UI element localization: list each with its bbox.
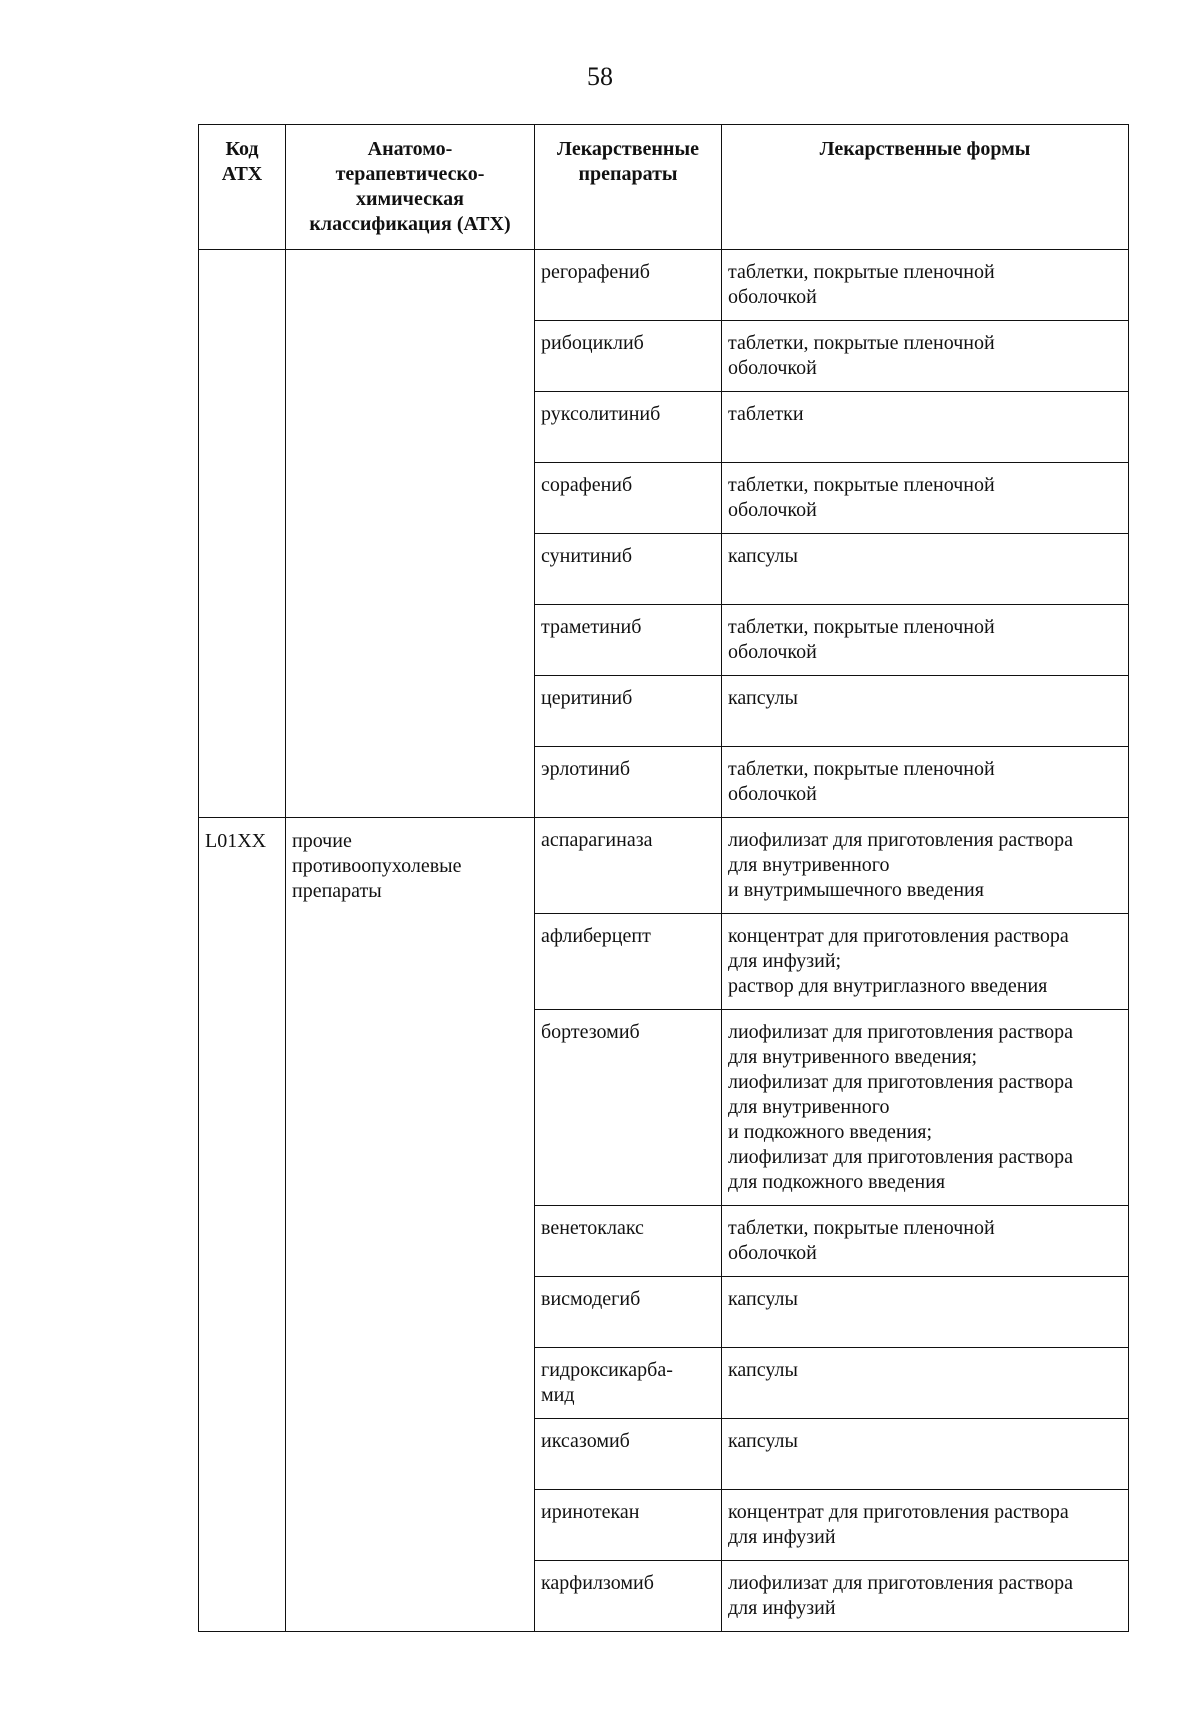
drug-name: эрлотиниб bbox=[541, 758, 631, 780]
dosage-form-line: для внутривенного bbox=[728, 854, 890, 876]
dosage-forms-cell bbox=[722, 463, 1129, 534]
dosage-forms-cell bbox=[722, 1206, 1129, 1277]
header-line: классификация (АТХ) bbox=[309, 213, 511, 235]
drug-name: иксазомиб bbox=[541, 1430, 630, 1452]
dosage-forms-cell bbox=[722, 321, 1129, 392]
page-number: 58 bbox=[587, 62, 613, 91]
drug-name-cell bbox=[535, 321, 722, 392]
dosage-form-line: лиофилизат для приготовления раствора bbox=[728, 1146, 1074, 1168]
dosage-forms-cell bbox=[722, 818, 1129, 914]
drug-name-cell bbox=[535, 914, 722, 1010]
drug-name-cell bbox=[535, 1206, 722, 1277]
header-line: терапевтическо- bbox=[335, 163, 485, 185]
header-line: химическая bbox=[356, 188, 464, 210]
table-body bbox=[199, 250, 1129, 1632]
drug-name: аспарагиназа bbox=[541, 829, 653, 851]
header-line: Анатомо- bbox=[367, 138, 453, 160]
dosage-form-line: лиофилизат для приготовления раствора bbox=[728, 1572, 1074, 1594]
dosage-forms-cell bbox=[722, 747, 1129, 818]
dosage-form-line: капсулы bbox=[728, 1288, 798, 1310]
header-drugs bbox=[535, 125, 722, 250]
dosage-forms-cell bbox=[722, 250, 1129, 321]
dosage-forms-cell bbox=[722, 1419, 1129, 1490]
dosage-form-line: лиофилизат для приготовления раствора bbox=[728, 829, 1074, 851]
drug-name-cell bbox=[535, 534, 722, 605]
dosage-form-line: таблетки bbox=[728, 403, 804, 425]
dosage-form-line: капсулы bbox=[728, 1430, 798, 1452]
drug-name-cell bbox=[535, 605, 722, 676]
dosage-form-line: оболочкой bbox=[728, 641, 817, 663]
header-line: Код bbox=[225, 138, 259, 160]
dosage-forms-cell bbox=[722, 914, 1129, 1010]
drug-name-cell bbox=[535, 818, 722, 914]
dosage-forms-cell bbox=[722, 1490, 1129, 1561]
dosage-forms-cell bbox=[722, 534, 1129, 605]
classification-line: противоопухолевые bbox=[292, 855, 462, 877]
classification-line: прочие bbox=[292, 830, 352, 852]
table-row bbox=[199, 818, 1129, 914]
dosage-form-line: для инфузий; bbox=[728, 950, 842, 972]
dosage-form-line: таблетки, покрытые пленочной bbox=[728, 616, 995, 638]
drug-name-cell bbox=[535, 1561, 722, 1632]
header-line: препараты bbox=[578, 163, 678, 185]
drug-name: иринотекан bbox=[541, 1501, 640, 1523]
dosage-form-line: капсулы bbox=[728, 1359, 798, 1381]
drug-name-cell bbox=[535, 1419, 722, 1490]
dosage-form-line: и внутримышечного введения bbox=[728, 879, 984, 901]
drug-name-cell bbox=[535, 1348, 722, 1419]
dosage-forms-cell bbox=[722, 1348, 1129, 1419]
drug-name-cell bbox=[535, 463, 722, 534]
drug-name: сунитиниб bbox=[541, 545, 633, 567]
drug-name-cell bbox=[535, 1277, 722, 1348]
drug-name: траметиниб bbox=[541, 616, 642, 638]
dosage-form-line: лиофилизат для приготовления раствора bbox=[728, 1021, 1074, 1043]
drug-name: карфилзомиб bbox=[541, 1572, 654, 1594]
dosage-forms-cell bbox=[722, 605, 1129, 676]
drug-name: рибоциклиб bbox=[541, 332, 644, 354]
dosage-form-line: концентрат для приготовления раствора bbox=[728, 1501, 1069, 1523]
drug-name: бортезомиб bbox=[541, 1021, 640, 1043]
dosage-forms-cell bbox=[722, 1277, 1129, 1348]
drug-name: сорафениб bbox=[541, 474, 633, 496]
dosage-form-line: оболочкой bbox=[728, 783, 817, 805]
drug-name: мид bbox=[541, 1384, 575, 1406]
dosage-form-line: раствор для внутриглазного введения bbox=[728, 975, 1048, 997]
dosage-forms-cell bbox=[722, 1010, 1129, 1206]
dosage-form-line: таблетки, покрытые пленочной bbox=[728, 758, 995, 780]
dosage-form-line: оболочкой bbox=[728, 357, 817, 379]
header-row bbox=[199, 125, 1129, 250]
drug-name-cell bbox=[535, 392, 722, 463]
dosage-form-line: для внутривенного введения; bbox=[728, 1046, 978, 1068]
dosage-form-line: таблетки, покрытые пленочной bbox=[728, 332, 995, 354]
dosage-form-line: и подкожного введения; bbox=[728, 1121, 933, 1143]
header-line: АТХ bbox=[221, 163, 263, 185]
header-dosage-forms bbox=[722, 125, 1129, 250]
drug-name: гидроксикарба- bbox=[541, 1359, 673, 1381]
atc-classification-cell bbox=[286, 818, 535, 1632]
dosage-form-line: капсулы bbox=[728, 687, 798, 709]
drug-name: церитиниб bbox=[541, 687, 633, 709]
dosage-form-line: таблетки, покрытые пленочной bbox=[728, 261, 995, 283]
atc-code-cell bbox=[199, 250, 286, 818]
table-header bbox=[199, 125, 1129, 250]
drug-name-cell bbox=[535, 676, 722, 747]
dosage-form-line: концентрат для приготовления раствора bbox=[728, 925, 1069, 947]
drug-name-cell bbox=[535, 1490, 722, 1561]
drug-name: венетоклакс bbox=[541, 1217, 644, 1239]
dosage-form-line: оболочкой bbox=[728, 499, 817, 521]
dosage-forms-cell bbox=[722, 676, 1129, 747]
dosage-form-line: для инфузий bbox=[728, 1526, 836, 1548]
dosage-form-line: таблетки, покрытые пленочной bbox=[728, 1217, 995, 1239]
drug-name-cell bbox=[535, 1010, 722, 1206]
dosage-form-line: оболочкой bbox=[728, 286, 817, 308]
atc-code: L01XX bbox=[205, 830, 267, 852]
drug-name: регорафениб bbox=[541, 261, 650, 283]
drug-name-cell bbox=[535, 747, 722, 818]
atc-code-cell bbox=[199, 818, 286, 1632]
header-line: Лекарственные формы bbox=[819, 138, 1031, 160]
dosage-forms-cell bbox=[722, 1561, 1129, 1632]
drug-name: висмодегиб bbox=[541, 1288, 641, 1310]
dosage-form-line: для инфузий bbox=[728, 1597, 836, 1619]
atc-drug-table bbox=[198, 124, 1129, 1632]
dosage-form-line: таблетки, покрытые пленочной bbox=[728, 474, 995, 496]
header-line: Лекарственные bbox=[557, 138, 699, 160]
dosage-form-line: для подкожного введения bbox=[728, 1171, 946, 1193]
drug-name: афлиберцепт bbox=[541, 925, 651, 947]
drug-name: руксолитиниб bbox=[541, 403, 661, 425]
dosage-form-line: капсулы bbox=[728, 545, 798, 567]
drug-name-cell bbox=[535, 250, 722, 321]
atc-classification-cell bbox=[286, 250, 535, 818]
header-atc-code bbox=[199, 125, 286, 250]
classification-line: препараты bbox=[292, 880, 382, 902]
dosage-forms-cell bbox=[722, 392, 1129, 463]
dosage-form-line: лиофилизат для приготовления раствора bbox=[728, 1071, 1074, 1093]
table-row bbox=[199, 250, 1129, 321]
dosage-form-line: для внутривенного bbox=[728, 1096, 890, 1118]
dosage-form-line: оболочкой bbox=[728, 1242, 817, 1264]
header-atc-classification bbox=[286, 125, 535, 250]
